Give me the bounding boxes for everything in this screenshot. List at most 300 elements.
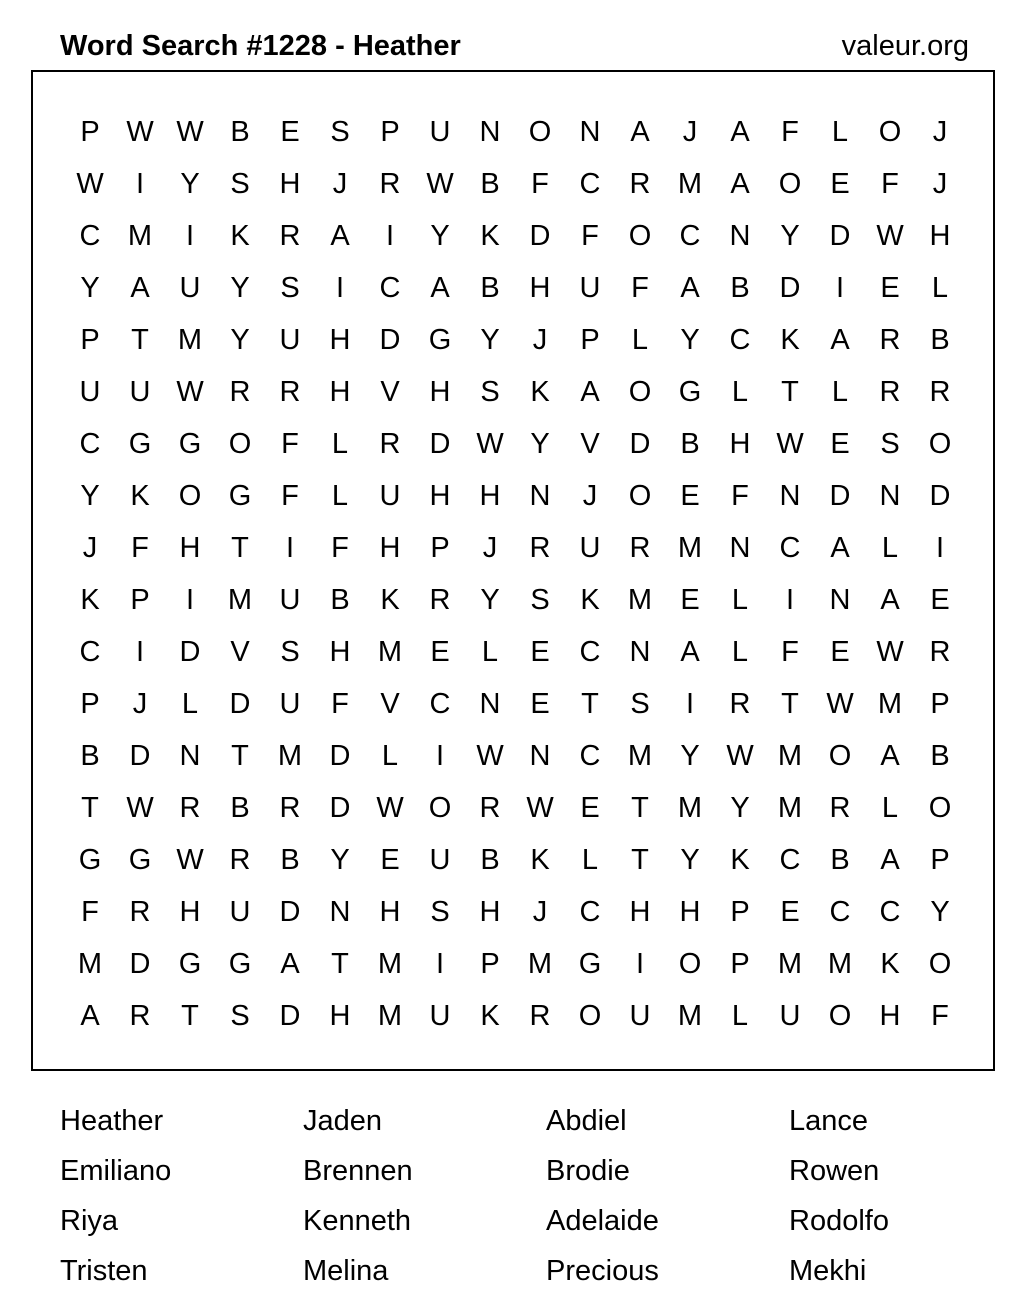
grid-letter: A [680, 636, 700, 668]
grid-letter: L [331, 480, 349, 512]
grid-letter: F [281, 480, 299, 512]
grid-letter: A [880, 740, 900, 772]
grid-letter: Y [930, 896, 950, 928]
grid-letter: E [780, 896, 800, 928]
grid-letter: E [580, 792, 600, 824]
grid-letter: O [928, 428, 952, 460]
grid-letter: M [127, 220, 153, 252]
grid-letter: K [730, 844, 750, 876]
grid-letter: E [680, 584, 700, 616]
grid-letter: C [579, 896, 601, 928]
grid-letter: W [126, 792, 154, 824]
grid-letter: I [185, 584, 195, 616]
grid-letter: A [130, 272, 150, 304]
grid-letter: S [330, 116, 350, 148]
grid-letter: N [629, 636, 651, 668]
grid-letter: K [530, 376, 550, 408]
grid-letter: J [932, 116, 948, 148]
grid-letter: U [129, 376, 151, 408]
grid-letter: S [230, 168, 250, 200]
grid-letter: B [930, 740, 950, 772]
grid-letter: G [228, 480, 252, 512]
grid-letter: H [329, 376, 351, 408]
grid-letter: M [77, 948, 103, 980]
grid-letter: K [780, 324, 800, 356]
grid-letter: Y [680, 740, 700, 772]
grid-letter: J [482, 532, 498, 564]
grid-letter: M [627, 584, 653, 616]
grid-letter: C [579, 740, 601, 772]
grid-letter: D [829, 480, 851, 512]
grid-letter: W [526, 792, 554, 824]
grid-letter: B [480, 272, 500, 304]
grid-letter: N [479, 116, 501, 148]
grid-letter: Y [780, 220, 800, 252]
grid-letter: R [279, 792, 301, 824]
grid-letter: L [731, 636, 749, 668]
grid-letter: I [935, 532, 945, 564]
grid-letter: V [580, 428, 600, 460]
word-list-item: Adelaide [546, 1205, 659, 1237]
grid-letter: D [379, 324, 401, 356]
grid-letter: I [385, 220, 395, 252]
grid-letter: U [79, 376, 101, 408]
grid-letter: I [835, 272, 845, 304]
grid-letter: O [778, 168, 802, 200]
grid-letter: I [635, 948, 645, 980]
grid-letter: H [729, 428, 751, 460]
grid-letter: R [879, 376, 901, 408]
grid-letter: E [280, 116, 300, 148]
grid-letter: E [530, 636, 550, 668]
grid-letter: B [330, 584, 350, 616]
grid-letter: W [76, 168, 104, 200]
grid-letter: M [777, 948, 803, 980]
grid-letter: M [877, 688, 903, 720]
grid-letter: M [277, 740, 303, 772]
grid-letter: I [785, 584, 795, 616]
grid-letter: G [178, 428, 202, 460]
grid-letter: R [629, 168, 651, 200]
word-list-item: Heather [60, 1105, 164, 1137]
grid-letter: A [880, 584, 900, 616]
grid-letter: O [628, 220, 652, 252]
grid-letter: Y [680, 844, 700, 876]
grid-letter: L [731, 1000, 749, 1032]
grid-letter: W [876, 636, 904, 668]
site-name: valeur.org [841, 30, 969, 62]
grid-letter: S [630, 688, 650, 720]
grid-letter: R [929, 636, 951, 668]
word-list-item: Rowen [789, 1155, 880, 1187]
grid-letter: R [279, 220, 301, 252]
grid-letter: T [231, 532, 249, 564]
grid-letter: A [430, 272, 450, 304]
grid-letter: U [279, 688, 301, 720]
grid-letter: T [231, 740, 249, 772]
grid-letter: A [280, 948, 300, 980]
grid-letter: D [329, 792, 351, 824]
puzzle-title: Word Search #1228 - Heather [60, 30, 461, 62]
page-header [60, 26, 969, 70]
grid-letter: J [532, 896, 548, 928]
grid-letter: N [579, 116, 601, 148]
grid-letter: B [480, 844, 500, 876]
word-list-item: Brennen [303, 1155, 413, 1187]
grid-letter: K [380, 584, 400, 616]
grid-letter: Y [430, 220, 450, 252]
puzzle-box [31, 70, 995, 1071]
grid-letter: O [678, 948, 702, 980]
grid-letter: B [280, 844, 300, 876]
grid-letter: D [279, 1000, 301, 1032]
grid-letter: R [829, 792, 851, 824]
grid-letter: O [928, 948, 952, 980]
grid-letter: Y [230, 324, 250, 356]
grid-letter: P [580, 324, 600, 356]
grid-letter: C [79, 636, 101, 668]
grid-letter: G [428, 324, 452, 356]
grid-letter: Y [730, 792, 750, 824]
grid-letter: J [532, 324, 548, 356]
grid-letter: I [135, 636, 145, 668]
grid-letter: C [579, 636, 601, 668]
grid-letter: E [830, 636, 850, 668]
grid-letter: R [929, 376, 951, 408]
grid-letter: I [135, 168, 145, 200]
grid-letter: J [682, 116, 698, 148]
grid-letter: F [881, 168, 899, 200]
grid-letter: A [330, 220, 350, 252]
grid-letter: H [329, 324, 351, 356]
word-list-item: Emiliano [60, 1155, 172, 1187]
grid-letter: H [179, 532, 201, 564]
grid-letter: B [230, 792, 250, 824]
grid-letter: I [335, 272, 345, 304]
grid-letter: B [730, 272, 750, 304]
grid-letter: D [629, 428, 651, 460]
grid-letter: A [880, 844, 900, 876]
word-list-item: Jaden [303, 1105, 383, 1137]
grid-letter: U [379, 480, 401, 512]
grid-letter: N [779, 480, 801, 512]
word-list-item: Precious [546, 1255, 659, 1287]
grid-letter: H [379, 532, 401, 564]
grid-letter: A [830, 324, 850, 356]
grid-letter: L [581, 844, 599, 876]
grid-letter: M [377, 636, 403, 668]
grid-letter: L [481, 636, 499, 668]
grid-letter: P [430, 532, 450, 564]
grid-letter: K [580, 584, 600, 616]
grid-letter: M [527, 948, 553, 980]
grid-letter: M [677, 168, 703, 200]
grid-letter: C [429, 688, 451, 720]
grid-letter: H [429, 480, 451, 512]
grid-letter: Y [680, 324, 700, 356]
grid-letter: D [779, 272, 801, 304]
grid-letter: L [831, 376, 849, 408]
grid-letter: F [331, 532, 349, 564]
grid-letter: L [381, 740, 399, 772]
grid-letter: E [430, 636, 450, 668]
grid-letter: R [379, 428, 401, 460]
grid-letter: V [230, 636, 250, 668]
grid-letter: E [830, 168, 850, 200]
grid-letter: R [129, 1000, 151, 1032]
grid-letter: R [879, 324, 901, 356]
grid-letter: T [581, 688, 599, 720]
grid-letter: D [529, 220, 551, 252]
grid-letter: T [331, 948, 349, 980]
grid-letter: P [80, 688, 100, 720]
grid-letter: M [677, 532, 703, 564]
grid-letter: T [181, 1000, 199, 1032]
grid-letter: F [281, 428, 299, 460]
grid-letter: R [529, 1000, 551, 1032]
grid-letter: M [827, 948, 853, 980]
grid-letter: S [280, 636, 300, 668]
grid-letter: G [78, 844, 102, 876]
grid-letter: Y [180, 168, 200, 200]
grid-letter: U [279, 324, 301, 356]
grid-letter: T [81, 792, 99, 824]
grid-letter: H [679, 896, 701, 928]
grid-letter: V [380, 376, 400, 408]
grid-letter: J [132, 688, 148, 720]
grid-letter: H [329, 636, 351, 668]
grid-letter: F [331, 688, 349, 720]
grid-letter: L [831, 116, 849, 148]
grid-letter: C [779, 532, 801, 564]
grid-letter: O [628, 480, 652, 512]
grid-letter: T [631, 792, 649, 824]
grid-letter: O [828, 1000, 852, 1032]
grid-letter: C [379, 272, 401, 304]
grid-letter: M [377, 1000, 403, 1032]
grid-letter: W [476, 740, 504, 772]
grid-letter: H [379, 896, 401, 928]
grid-letter: N [829, 584, 851, 616]
grid-letter: Y [230, 272, 250, 304]
grid-letter: C [579, 168, 601, 200]
grid-letter: F [581, 220, 599, 252]
grid-letter: U [229, 896, 251, 928]
word-list [60, 1096, 1030, 1296]
grid-letter: H [529, 272, 551, 304]
grid-letter: E [830, 428, 850, 460]
grid-letter: G [228, 948, 252, 980]
grid-letter: M [677, 792, 703, 824]
grid-letter: R [629, 532, 651, 564]
grid-letter: B [680, 428, 700, 460]
grid-letter: C [679, 220, 701, 252]
grid-letter: H [879, 1000, 901, 1032]
grid-letter: U [579, 532, 601, 564]
grid-letter: D [279, 896, 301, 928]
grid-letter: D [829, 220, 851, 252]
grid-letter: D [129, 740, 151, 772]
grid-letter: M [377, 948, 403, 980]
grid-letter: Y [480, 584, 500, 616]
grid-letter: W [426, 168, 454, 200]
grid-letter: M [677, 1000, 703, 1032]
grid-letter: O [428, 792, 452, 824]
word-list-item: Mekhi [789, 1255, 867, 1287]
grid-letter: N [729, 220, 751, 252]
grid-letter: D [229, 688, 251, 720]
grid-letter: R [429, 584, 451, 616]
word-list-item: Abdiel [546, 1105, 627, 1137]
grid-letter: L [881, 532, 899, 564]
grid-letter: N [529, 740, 551, 772]
grid-letter: C [79, 428, 101, 460]
grid-letter: U [429, 1000, 451, 1032]
grid-letter: K [880, 948, 900, 980]
grid-letter: F [131, 532, 149, 564]
grid-letter: S [280, 272, 300, 304]
grid-letter: P [80, 116, 100, 148]
grid-letter: E [880, 272, 900, 304]
grid-letter: E [380, 844, 400, 876]
grid-letter: D [329, 740, 351, 772]
grid-letter: C [779, 844, 801, 876]
grid-letter: C [79, 220, 101, 252]
grid-letter: W [376, 792, 404, 824]
grid-letter: P [730, 896, 750, 928]
grid-letter: L [731, 584, 749, 616]
grid-letter: K [130, 480, 150, 512]
grid-letter: Y [530, 428, 550, 460]
word-list-item: Brodie [546, 1155, 630, 1187]
grid-letter: T [781, 688, 799, 720]
grid-letter: S [230, 1000, 250, 1032]
grid-letter: A [630, 116, 650, 148]
grid-letter: L [931, 272, 949, 304]
grid-letter: A [830, 532, 850, 564]
grid-letter: H [479, 896, 501, 928]
grid-letter: L [181, 688, 199, 720]
grid-letter: M [227, 584, 253, 616]
grid-letter: B [480, 168, 500, 200]
grid-letter: R [379, 168, 401, 200]
grid-letter: A [580, 376, 600, 408]
grid-letter: M [777, 740, 803, 772]
grid-letter: D [929, 480, 951, 512]
grid-letter: F [781, 636, 799, 668]
grid-letter: R [279, 376, 301, 408]
grid-letter: C [879, 896, 901, 928]
grid-letter: B [80, 740, 100, 772]
grid-letter: T [631, 844, 649, 876]
grid-letter: G [128, 428, 152, 460]
grid-letter: S [480, 376, 500, 408]
grid-letter: E [930, 584, 950, 616]
grid-letter: K [480, 220, 500, 252]
grid-letter: J [332, 168, 348, 200]
letter-grid [65, 106, 965, 1042]
grid-letter: U [429, 116, 451, 148]
grid-letter: U [429, 844, 451, 876]
word-list-item: Kenneth [303, 1205, 412, 1237]
grid-letter: A [730, 116, 750, 148]
word-list-item: Melina [303, 1255, 389, 1287]
grid-letter: I [435, 740, 445, 772]
grid-letter: L [331, 428, 349, 460]
word-list-item: Riya [60, 1205, 119, 1237]
grid-letter: V [380, 688, 400, 720]
grid-letter: H [929, 220, 951, 252]
grid-letter: H [329, 1000, 351, 1032]
grid-letter: W [176, 844, 204, 876]
grid-letter: O [178, 480, 202, 512]
grid-letter: O [878, 116, 902, 148]
grid-letter: J [582, 480, 598, 512]
grid-letter: R [229, 376, 251, 408]
grid-letter: L [631, 324, 649, 356]
grid-letter: J [82, 532, 98, 564]
grid-letter: J [932, 168, 948, 200]
grid-letter: Y [80, 272, 100, 304]
grid-letter: C [729, 324, 751, 356]
grid-letter: O [928, 792, 952, 824]
grid-letter: N [529, 480, 551, 512]
grid-letter: R [229, 844, 251, 876]
grid-letter: A [730, 168, 750, 200]
grid-letter: A [680, 272, 700, 304]
grid-letter: N [479, 688, 501, 720]
grid-letter: R [729, 688, 751, 720]
grid-letter: O [228, 428, 252, 460]
grid-letter: D [129, 948, 151, 980]
grid-letter: P [380, 116, 400, 148]
grid-letter: I [185, 220, 195, 252]
grid-letter: I [285, 532, 295, 564]
grid-letter: F [531, 168, 549, 200]
grid-letter: G [578, 948, 602, 980]
grid-letter: F [731, 480, 749, 512]
grid-letter: K [480, 1000, 500, 1032]
grid-letter: C [829, 896, 851, 928]
grid-letter: N [329, 896, 351, 928]
grid-letter: P [480, 948, 500, 980]
grid-letter: A [80, 1000, 100, 1032]
grid-letter: K [230, 220, 250, 252]
grid-letter: W [726, 740, 754, 772]
grid-letter: P [930, 688, 950, 720]
grid-letter: P [130, 584, 150, 616]
grid-letter: W [476, 428, 504, 460]
grid-letter: G [178, 948, 202, 980]
grid-letter: E [680, 480, 700, 512]
grid-letter: K [530, 844, 550, 876]
grid-letter: D [429, 428, 451, 460]
grid-letter: E [530, 688, 550, 720]
grid-letter: B [230, 116, 250, 148]
grid-letter: Y [80, 480, 100, 512]
grid-letter: M [177, 324, 203, 356]
grid-letter: S [880, 428, 900, 460]
grid-letter: B [930, 324, 950, 356]
grid-letter: U [179, 272, 201, 304]
grid-letter: W [126, 116, 154, 148]
word-list-item: Tristen [60, 1255, 148, 1287]
grid-letter: Y [330, 844, 350, 876]
grid-letter: H [479, 480, 501, 512]
grid-letter: O [578, 1000, 602, 1032]
grid-letter: U [279, 584, 301, 616]
grid-letter: F [931, 1000, 949, 1032]
